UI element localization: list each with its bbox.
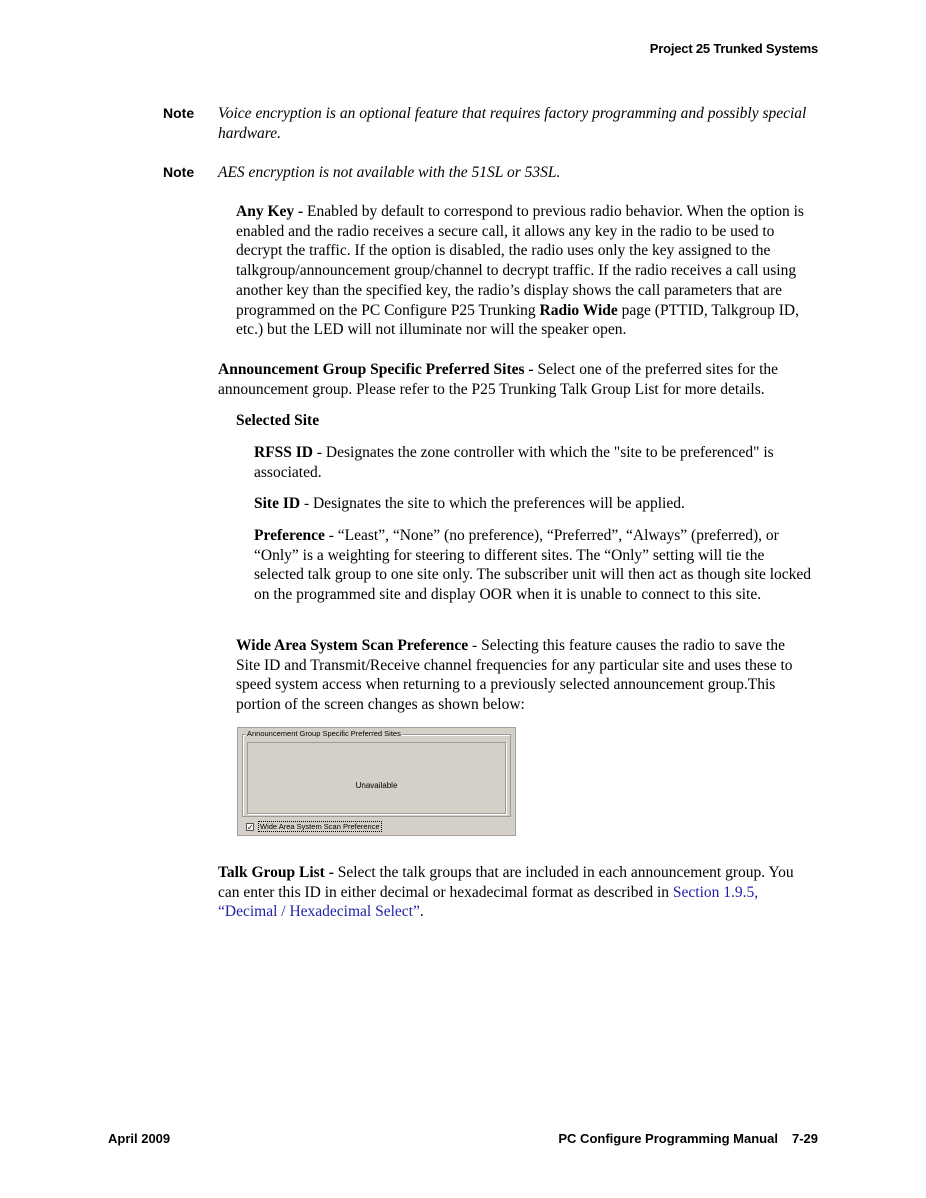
talk-group-term: Talk Group List -	[218, 864, 334, 881]
site-id-paragraph	[254, 494, 818, 514]
note-label: Note	[163, 164, 195, 180]
rfss-id-paragraph	[254, 443, 818, 482]
wide-area-term: Wide Area System Scan Preference	[236, 637, 469, 654]
any-key-text: Enabled by default to correspond to previous radio behavior. When the option is enabled and the radio receives a secure call, it allows any key in the radio to be used to decrypt the traffic. If the option is disabled, the radio uses only the key assigned to the talkgroup/announcement group/channel to decrypt traffic. If the radio receives a call using another key than the specified key, the radio’s display shows the call parameters that are programmed on the PC Configure P25 Trunking	[236, 203, 804, 319]
section-link[interactable]: Section 1.9.5, “Decimal / Hexadecimal Select”	[218, 883, 759, 921]
preferred-sites-groupbox	[242, 729, 511, 817]
preference-paragraph	[254, 526, 818, 605]
note-text: AES encryption is not available with the 51SL or 53SL.	[218, 164, 561, 181]
any-key-term: Any Key -	[236, 203, 304, 220]
any-key-text-end: page (PTTID, Talkgroup ID, etc.) but the LED will not illuminate nor will the speaker open.	[236, 301, 799, 339]
wide-area-scan-checkbox[interactable]: ✓	[247, 822, 254, 832]
any-key-paragraph	[236, 202, 818, 340]
site-id-text: - Designates the site to which the preferences will be applied.	[300, 495, 685, 512]
note-label: Note	[163, 105, 195, 121]
note-aes-encryption	[163, 163, 823, 183]
wide-area-paragraph	[236, 636, 810, 715]
ag-sites-text: Select one of the preferred sites for the announcement group. Please refer to the P25 Trunking Talk Group List for more details.	[218, 361, 779, 398]
wide-area-text: - Selecting this feature causes the radio to save the Site ID and Transmit/Receive channel frequencies for any particular site and uses these to speed system access when returning to a previously selected announcement group.This portion of the screen changes as shown below:	[236, 637, 793, 714]
talk-group-paragraph: Talk Group List - Select the talk groups that are included in each announcement group. You can enter this ID in either decimal or hexadecimal format as described in Section 1.9.5, “Decimal / Hexadecimal Select”.	[218, 864, 794, 921]
screenshot-panel	[237, 727, 516, 836]
selected-site-heading: Selected Site	[236, 412, 320, 429]
wide-area-scan-checkbox-row[interactable]	[246, 821, 382, 832]
preferred-sites-area	[247, 742, 506, 814]
unavailable-text: Unavailable	[355, 781, 398, 790]
preference-term: Preference	[254, 527, 325, 544]
radio-wide-term: Radio Wide	[539, 301, 618, 319]
ag-sites-term: Announcement Group Specific Preferred Sites -	[218, 361, 534, 378]
wide-area-scan-checkbox-label[interactable]: Wide Area System Scan Preference	[260, 822, 380, 831]
ag-sites-paragraph	[218, 360, 818, 399]
footer-manual-title: PC Configure Programming Manual	[558, 1131, 778, 1146]
groupbox-label: Announcement Group Specific Preferred Sites	[247, 729, 401, 738]
talk-group-text: Select the talk groups that are included in each announcement group. You can enter this ID in either decimal or hexadecimal format as described in	[218, 864, 794, 901]
preference-text: - “Least”, “None” (no preference), “Preferred”, “Always” (preferred), or “Only” is a weighting for steering to different sites. The “Only” setting will tie the selected talk group to one site only. The subscriber unit will then act as though site locked on the programmed site and display OOR when it is unable to connect to this site.	[254, 527, 812, 604]
note-voice-encryption	[163, 104, 823, 144]
site-id-term: Site ID	[254, 495, 301, 512]
rfss-id-term: RFSS ID	[254, 444, 314, 461]
footer-manual	[558, 1131, 818, 1146]
note-text: Voice encryption is an optional feature that requires factory programming and possibly special hardware.	[218, 105, 807, 142]
page-number: 7-29	[791, 1131, 818, 1146]
footer-date: April 2009	[108, 1131, 171, 1146]
running-header: Project 25 Trunked Systems	[649, 41, 818, 56]
rfss-id-text: - Designates the zone controller with which the "site to be preferenced" is associated.	[254, 444, 774, 481]
